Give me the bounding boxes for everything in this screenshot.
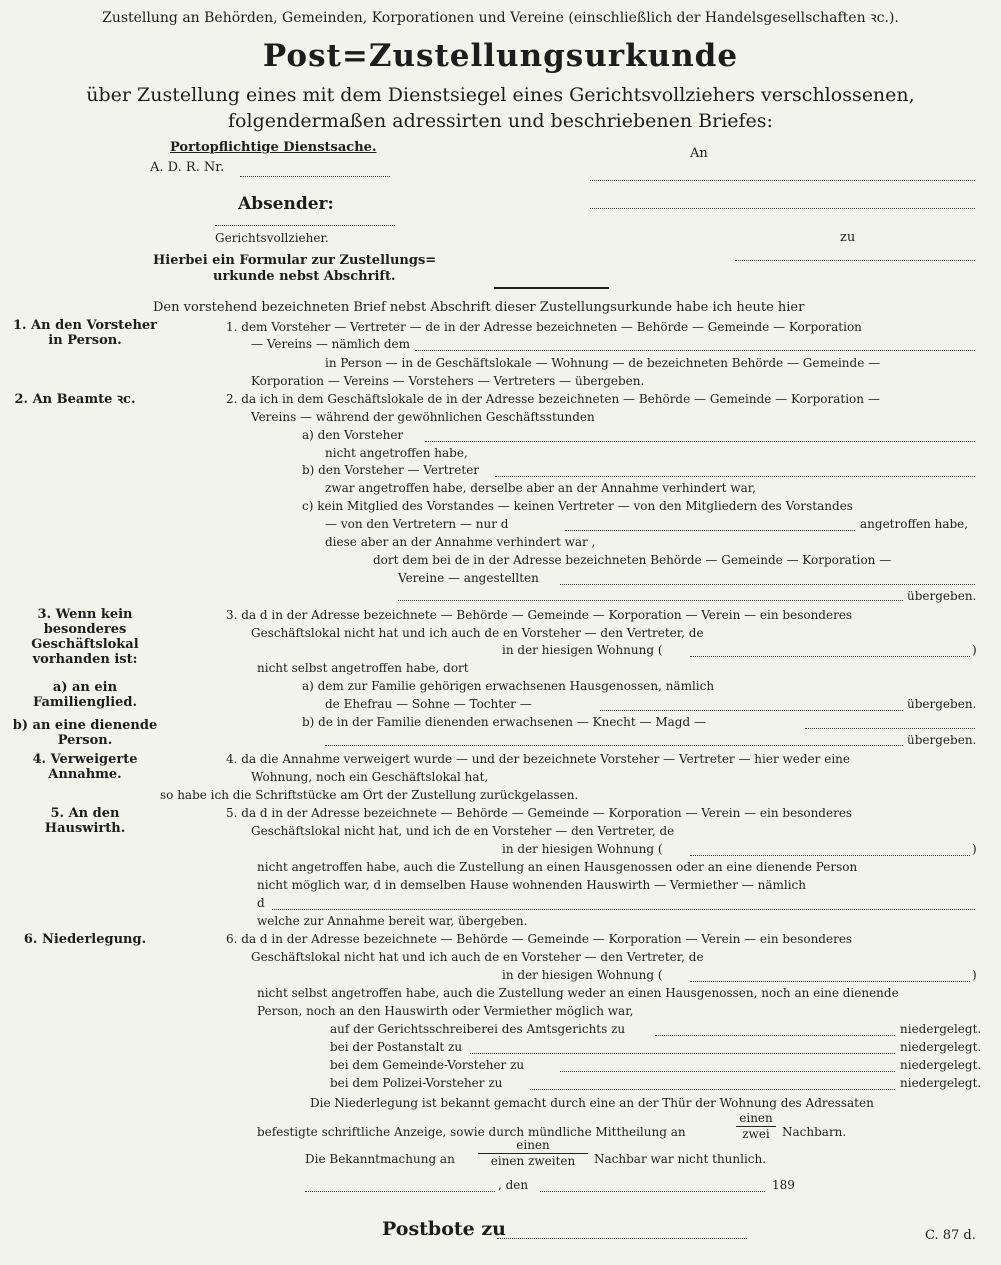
absender-field[interactable] <box>215 225 395 226</box>
s6-line-c: in der hiesigen Wohnung ( <box>502 968 663 982</box>
formular-line-2: urkunde nebst Abschrift. <box>213 269 396 284</box>
side-heading-3a: a) an ein Familienglied. <box>32 680 138 710</box>
side-heading-1: 1. An den Vorsteher in Person. <box>12 318 158 348</box>
s6-line-d: nicht selbst angetroffen habe, auch die Zustellung weder an einen Hausgenossen, noch an eine dienende <box>257 986 899 1000</box>
s5-line-b: Geschäftslokal nicht hat, und ich de en Vorsteher — den Vertreter, de <box>251 824 675 838</box>
address-line-1[interactable] <box>590 180 975 181</box>
fraction-nachbar-bottom: einen zweiten <box>490 1154 576 1168</box>
side-heading-6: 6. Niederlegung. <box>23 932 147 947</box>
portopflichtig-label: Portopflichtige Dienstsache. <box>170 140 377 155</box>
s3-line-e: a) dem zur Familie gehörigen erwachsenen Hausgenossen, nämlich <box>302 679 715 693</box>
s2-line-h2: angetroffen habe, <box>860 517 969 531</box>
s3-line-f2: übergeben. <box>907 697 977 711</box>
top-line: Zustellung an Behörden, Gemeinden, Korporationen und Vereine (einschließlich der Handelsgesellschaften ꝛc.). <box>102 10 899 26</box>
s6-polizei-field[interactable] <box>530 1089 895 1090</box>
form-code: C. 87 d. <box>925 1228 976 1243</box>
s1-name-field[interactable] <box>415 350 975 351</box>
s6-line-a: 6. da d in der Adresse bezeichnete — Behörde — Gemeinde — Korporation — Verein — ein besonderes <box>226 932 853 946</box>
separator-rule <box>494 287 609 289</box>
s3-line-g: b) de in der Familie dienenden erwachsenen — Knecht — Magd — <box>302 715 706 729</box>
s1-line-a: 1. dem Vorsteher — Vertreter — de in der Adresse bezeichneten — Behörde — Gemeinde — Korporation <box>226 320 862 334</box>
s2-line-g: c) kein Mitglied des Vorstandes — keinen Vertreter — von den Mitgliedern des Vorstandes <box>302 499 853 513</box>
s2-line-f: zwar angetroffen habe, derselbe aber an der Annahme verhindert war, <box>325 481 756 495</box>
absender-label: Absender: <box>238 194 334 214</box>
s3-line-a: 3. da d in der Adresse bezeichnete — Behörde — Gemeinde — Korporation — Verein — ein besonderes <box>226 608 853 622</box>
s3-extra-field[interactable] <box>325 745 903 746</box>
s2-angestellten-field[interactable] <box>560 584 975 585</box>
s1-line-d: Korporation — Vereins — Vorstehers — Vertreters — übergeben. <box>251 374 645 388</box>
s3-line-h: übergeben. <box>907 733 977 747</box>
subtitle-line-1: über Zustellung eines mit dem Dienstsiegel eines Gerichtsvollziehers verschlossenen, <box>86 84 915 106</box>
s6-nieder-3: niedergelegt. <box>900 1058 982 1072</box>
formular-line-1: Hierbei ein Formular zur Zustellungs= <box>153 253 437 268</box>
s4-line-b: Wohnung, noch ein Geschäftslokal hat, <box>251 770 489 784</box>
date-field[interactable] <box>540 1191 765 1192</box>
date-den: , den <box>498 1178 529 1192</box>
s2-vertreter-field[interactable] <box>495 476 975 477</box>
s2-line-e: b) den Vorsteher — Vertreter <box>302 463 480 477</box>
address-line-3[interactable] <box>735 260 975 261</box>
s6-amtsgericht-field[interactable] <box>655 1035 895 1036</box>
gv-label: Gerichtsvollzieher. <box>215 231 329 245</box>
s4-line-c: so habe ich die Schriftstücke am Ort der Zustellung zurückgelassen. <box>160 788 579 802</box>
s2-line-a: 2. da ich in dem Geschäftslokale de in der Adresse bezeichneten — Behörde — Gemeinde — Korporation — <box>226 392 880 406</box>
side-heading-4: 4. Verweigerte Annahme. <box>32 752 138 782</box>
intro-text: Den vorstehend bezeichneten Brief nebst Abschrift dieser Zustellungsurkunde habe ich heute hier <box>153 300 805 315</box>
adr-nr-label: A. D. R. Nr. <box>150 160 225 175</box>
s2-line-h: — von den Vertretern — nur d <box>325 517 509 531</box>
side-heading-3: 3. Wenn kein besonderes Geschäftslokal vorhanden ist: <box>31 607 139 667</box>
s3-line-d: nicht selbst angetroffen habe, dort <box>257 661 469 675</box>
s2-line-k: Vereine — angestellten <box>398 571 539 585</box>
s3-knecht-field[interactable] <box>805 728 975 729</box>
side-heading-5: 5. An den Hauswirth. <box>44 806 126 836</box>
s6-polizei-label: bei dem Polizei-Vorsteher zu <box>330 1076 503 1090</box>
s3-line-b: Geschäftslokal nicht hat und ich auch de en Vorsteher — den Vertreter, de <box>251 626 704 640</box>
document-title: Post=Zustellungsurkunde <box>262 38 739 74</box>
s2-extra-field[interactable] <box>398 600 903 601</box>
s3-line-f: de Ehefrau — Sohne — Tochter — <box>325 697 532 711</box>
adr-nr-field[interactable] <box>240 176 390 177</box>
s3-familie-field[interactable] <box>600 710 903 711</box>
s2-line-d: nicht angetroffen habe, <box>325 446 468 460</box>
s6-line-e: Person, noch an den Hauswirth oder Vermiether möglich war, <box>257 1004 634 1018</box>
fraction-nachbar <box>478 1139 588 1168</box>
s6-line-k2: Nachbarn. <box>782 1125 847 1139</box>
an-label: An <box>690 146 708 161</box>
postbote-label: Postbote zu <box>382 1218 506 1240</box>
s3-line-c: in der hiesigen Wohnung ( <box>502 643 663 657</box>
side-heading-2: 2. An Beamte ꝛc. <box>14 392 136 407</box>
s2-line-l: übergeben. <box>907 589 977 603</box>
s2-line-i: diese aber an der Annahme verhindert war , <box>325 535 596 549</box>
s2-vorsteher-field[interactable] <box>425 441 975 442</box>
address-line-2[interactable] <box>590 208 975 209</box>
s2-line-b: Vereins — während der gewöhnlichen Geschäftsstunden <box>251 410 595 424</box>
side-heading-3b: b) an eine dienende Person. <box>12 718 158 748</box>
s2-line-j: dort dem bei de in der Adresse bezeichneten Behörde — Gemeinde — Korporation — <box>373 553 892 567</box>
s6-nieder-4: niedergelegt. <box>900 1076 982 1090</box>
s6-wohnung-field[interactable] <box>690 981 970 982</box>
s6-line-c2: ) <box>972 968 977 982</box>
s6-line-k: befestigte schriftliche Anzeige, sowie durch mündliche Mittheilung an <box>257 1125 686 1139</box>
s3-wohnung-field[interactable] <box>690 656 970 657</box>
s5-line-f: d <box>257 896 265 910</box>
s5-line-a: 5. da d in der Adresse bezeichnete — Behörde — Gemeinde — Korporation — Verein — ein besonderes <box>226 806 853 820</box>
s5-line-d: nicht angetroffen habe, auch die Zustellung an einen Hausgenossen oder an eine dienende Person <box>257 860 858 874</box>
s6-postanstalt-field[interactable] <box>470 1053 895 1054</box>
s6-line-l: Die Bekanntmachung an <box>305 1152 455 1166</box>
s6-line-l2: Nachbar war nicht thunlich. <box>594 1152 767 1166</box>
s6-gemeinde-label: bei dem Gemeinde-Vorsteher zu <box>330 1058 525 1072</box>
s2-line-c: a) den Vorsteher <box>302 428 404 442</box>
fraction-nachbar-top: einen <box>516 1138 550 1152</box>
fraction-nachbarn <box>736 1112 776 1141</box>
s5-wohnung-field[interactable] <box>690 855 970 856</box>
s5-line-e: nicht möglich war, d in demselben Hause wohnenden Hauswirth — Vermiether — nämlich <box>257 878 806 892</box>
s5-line-c2: ) <box>972 842 977 856</box>
s4-line-a: 4. da die Annahme verweigert wurde — und der bezeichnete Vorsteher — Vertreter — hier weder eine <box>226 752 850 766</box>
postbote-field[interactable] <box>497 1238 747 1239</box>
fraction-nachbarn-bottom: zwei <box>742 1127 770 1141</box>
s6-postanstalt-label: bei der Postanstalt zu <box>330 1040 463 1054</box>
fraction-nachbarn-top: einen <box>739 1111 773 1125</box>
s6-amtsgericht-label: auf der Gerichtsschreiberei des Amtsgerichts zu <box>330 1022 626 1036</box>
s6-gemeinde-field[interactable] <box>560 1071 895 1072</box>
s6-nieder-1: niedergelegt. <box>900 1022 982 1036</box>
place-field[interactable] <box>305 1191 495 1192</box>
s6-nieder-2: niedergelegt. <box>900 1040 982 1054</box>
zu-label: zu <box>840 230 856 245</box>
s5-hauswirth-field[interactable] <box>272 909 975 910</box>
s6-line-b: Geschäftslokal nicht hat und ich auch de en Vorsteher — den Vertreter, de <box>251 950 704 964</box>
s6-line-j: Die Niederlegung ist bekannt gemacht durch eine an der Thür der Wohnung des Adressaten <box>310 1096 874 1110</box>
s3-line-c2: ) <box>972 643 977 657</box>
date-year: 189 <box>772 1178 795 1192</box>
s5-line-g: welche zur Annahme bereit war, übergeben. <box>257 914 528 928</box>
s2-nur-field[interactable] <box>565 530 855 531</box>
s1-line-c: in Person — in de Geschäftslokale — Wohnung — de bezeichneten Behörde — Gemeinde — <box>325 356 881 370</box>
subtitle-line-2: folgendermaßen adressirten und beschriebenen Briefes: <box>228 110 773 132</box>
s5-line-c: in der hiesigen Wohnung ( <box>502 842 663 856</box>
s1-line-b: — Vereins — nämlich dem <box>251 337 411 351</box>
